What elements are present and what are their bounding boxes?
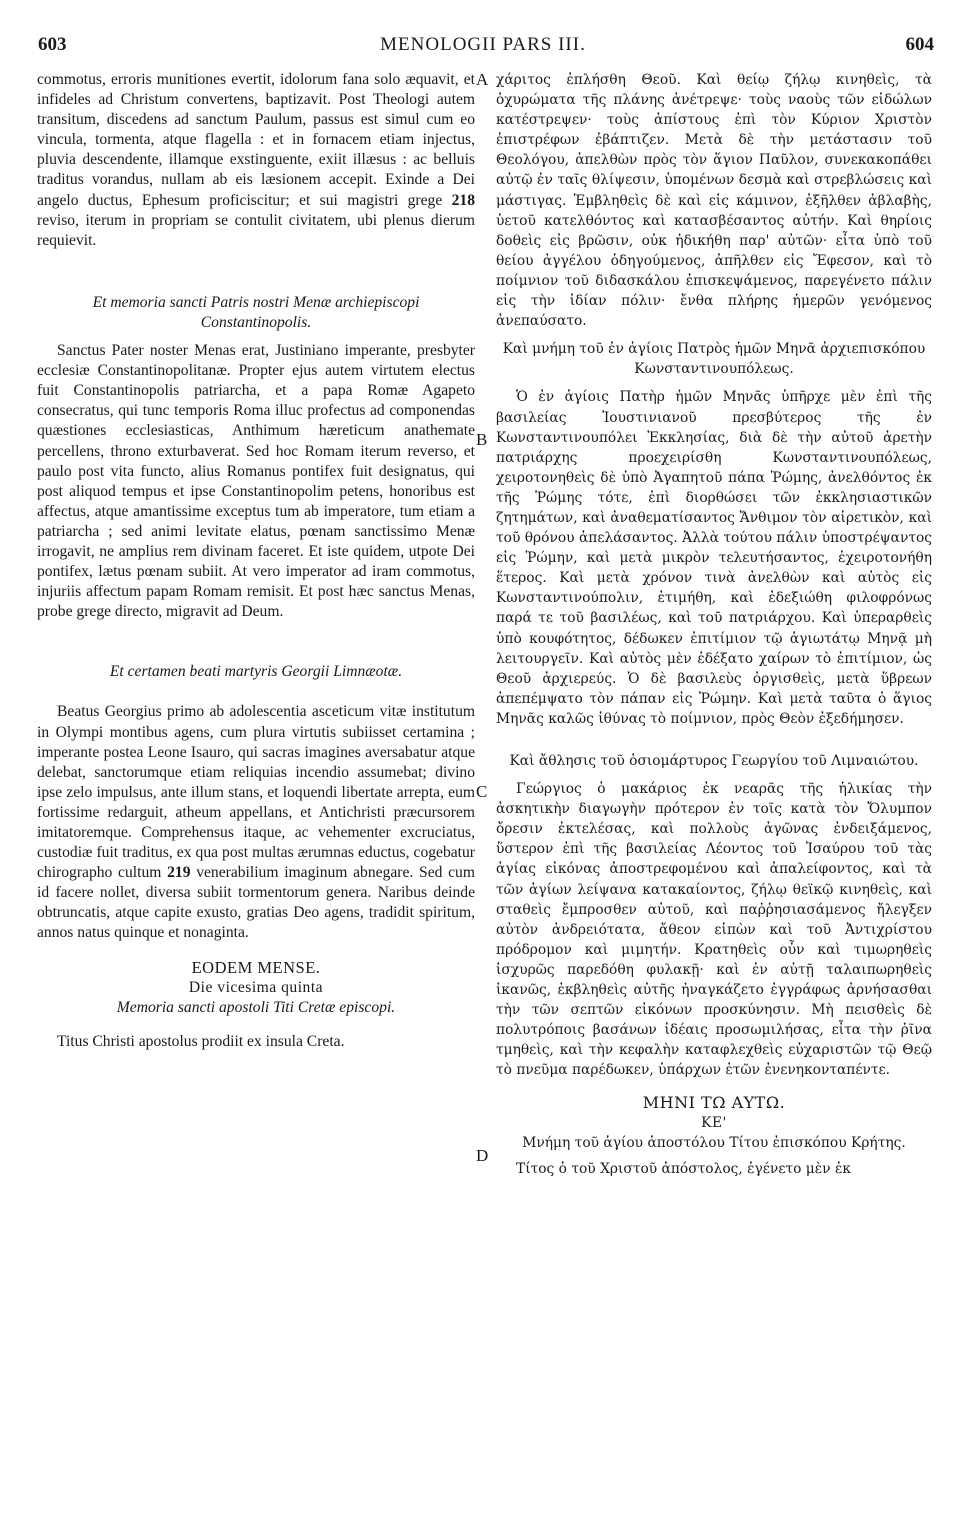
day-heading: Die vicesima quinta xyxy=(188,978,324,996)
running-title: MENOLOGII PARS III. xyxy=(380,34,586,55)
day-heading-greek: ΚΕ' xyxy=(701,1114,727,1131)
latin-column xyxy=(37,70,475,1052)
greek-column xyxy=(496,70,932,1179)
section-heading-georgius: Et certamen beati martyris Georgii Limnæotæ. xyxy=(109,663,403,681)
month-heading: EODEM MENSE. xyxy=(191,957,321,977)
latin-text: commotus, erroris munitiones evertit, idolorum fana solo æquavit, et infideles ad Christum convertens, baptizavit. Post Theologi autem transitum, discedens ad sanctum Paulum, passus est simul cum eo vincula, tormenta, atque flagella : et in fornacem etiam injectus, pluvia descendente, illamque exstinguente, exiit illæsus : ac belluis traditus vorandus, nullam ab eis læsionem accepit. Exinde a Dei angelo ductus, Ephesum proficiscitur; et sui magistri grege xyxy=(37,71,475,209)
column-number: 219 xyxy=(167,864,191,882)
latin-paragraph: Titus Christi apostolus prodiit ex insula Creta. xyxy=(57,1032,345,1050)
section-heading-menas-greek: Καὶ μνήμη τοῦ ἐν ἁγίοις Πατρὸς ἡμῶν Μηνᾶ ἀρχιεπισκόπου Κωνσταντινουπόλεως. xyxy=(502,341,926,378)
page-header xyxy=(30,34,936,60)
right-page-number: 604 xyxy=(905,34,934,55)
greek-paragraph: Γεώργιος ὁ μακάριος ἐκ νεαρᾶς τῆς ἡλικίας τὴν ἀσκητικὴν διαγωγὴν πρότερον ἐν τοῖς κατὰ τὸν Ὄλυμπον ὄρεσιν ἐκτελέσας, καὶ πολλοὺς ἀγῶνας ἐνδειξάμενος, ὕστερον ἐπὶ τῆς βασιλείας Λέοντος τοῦ Ἰσαύρου τοῦ τὰς ἁγίας εἰκόνας ἀποστρεφομένου καὶ ἀπαλείφοντος, καὶ τὰ τῶν ἁγίων λείψανα κατακαίοντος, ζήλῳ θεϊκῷ κινηθεὶς, καὶ σταθεὶς ἔμπροσθεν αὐτοῦ, καὶ παῤῥησιασάμενος ἤλεγξεν αὐτὸν ἀνδρειότατα, ἄθεον εἰπὼν καὶ τοῦ Ἀντιχρίστου πρόδρομον καὶ μιμητήν. Κρατηθεὶς οὖν καὶ τιμωρηθεὶς ἰσχυρῶς παρεδόθη φυλακῇ· καὶ ἐν αὐτῇ ταλαιπωρηθεὶς ἱκανῶς, ἐκβληθεὶς αὐτῆς ἠναγκάζετο ἐγγράφως ἀρνήσασθαι τὴν τῶν σεπτῶν εἰκόνων προσκύνησιν. Μὴ πεισθεὶς δὲ πολυτρόποις βασάνων ἰδέαις προσωμιλήσας, εἶτα τὴν ῥῖνα τμηθεὶς, καὶ τὴν κεφαλὴν καταφλεχθεὶς εὐχαριστῶν τῷ Θεῷ τὸ πνεῦμα παρέδωκεν, ὑπάρχων ἐτῶν ἐνενηκονταπέντε. xyxy=(496,781,932,1079)
margin-marker-c: C xyxy=(476,782,488,801)
greek-paragraph: Τίτος ὁ τοῦ Χριστοῦ ἀπόστολος, ἐγένετο μὲν ἐκ xyxy=(516,1160,851,1177)
margin-marker-a: A xyxy=(476,70,489,89)
section-heading-menas: Et memoria sancti Patris nostri Menæ archiepiscopi Constantinopolis. xyxy=(92,293,420,331)
latin-text: Beatus Georgius primo ab adolescentia asceticum vitæ institutum in Olympi montibus agens, cum plura virtutis subiisset certamina ; imperante postea Leone Isauro, qui sacras imagines aversabatur atque delebat, sanctorumque etiam reliquias incendio assumebat; divino ipse zelo impulsus, ante illum stans, et loquendi libertate arrepta, eum fortissime redarguit, atheum appellans, et Antichristi præcursorem imitatoremque. Comprehensus itaque, ac vehementer excruciatus, custodiæ fuit traditus, ex qua post multas ærumnas eductus, cogebatur chirographo cultum xyxy=(37,703,475,882)
margin-marker-d: D xyxy=(476,1146,489,1165)
section-heading-titus: Memoria sancti apostoli Titi Cretæ episcopi. xyxy=(116,998,396,1016)
greek-paragraph: Ὁ ἐν ἁγίοις Πατὴρ ἡμῶν Μηνᾶς ὑπῆρχε μὲν ἐπὶ τῆς βασιλείας Ἰουστινιανοῦ πρεσβύτερος τῆς ἐν Κωνσταντινουπόλει Ἐκκλησίας, διὰ δὲ τὴν αὐτοῦ ἀρετὴν πατριάρχης προεχειρίσθη Κωνσταντινουπόλεως, χειροτονηθεὶς δὲ ὑπὸ Ἀγαπητοῦ πάπα Ῥώμης, ἀνελθόντος ἐκ τῆς Ῥώμης τότε, ἐπὶ διορθώσει τῶν ἐκκλησιαστικῶν ζητημάτων, καὶ ἀναθεματίσαντος Ἄνθιμον τὸν αἱρετικὸν, καὶ τοῦ θρόνου ἀπελάσαντος. Ἀλλὰ τούτου πάλιν ὑποστρέψαντος εἰς Ῥώμην, καὶ μετὰ μικρὸν τελευτήσαντος, ἐχειροτονήθη ἕτερος. Καὶ μετὰ χρόνον τινὰ ἀνελθὼν καὶ αὐτὸς εἰς Κωνσταντινούπολιν, ἐτιμήθη, καὶ ἐδεξιώθη φιλοφρόνως παρά τε τοῦ βασιλέως, καὶ τοῦ πατριάρχου. Καὶ ὑπεραρθεὶς ὑπὸ κουφότητος, δέδωκεν ἐπιτίμιον τῷ ἁγιωτάτῳ Μηνᾷ μὴ λειτουργεῖν. Καὶ αὐτὸς μὲν ἐδέξατο χαίρων τὸ ἐπιτίμιον, ὡς Θεοῦ ἀρχιερεύς. Ὁ δὲ βασιλεὺς ὀργισθεὶς, μετὰ ὕβρεων ἀπεπέμψατο τὸν πάπαν εἰς Ῥώμην. Καὶ μετὰ ταῦτα ὁ ἅγιος Μηνᾶς καλῶς ἰθύνας τὸ ποίμνιον, πρὸς Θεὸν ἐξεδήμησεν. xyxy=(496,389,932,727)
column-number: 218 xyxy=(451,191,475,209)
margin-marker-b: B xyxy=(476,430,488,449)
latin-text: venerabilium imaginum abnegare. Sed cum id facere nollet, diversa subiit tormentorum genera. Naribus deinde obtruncatis, atque capite exusto, gratias Deo agens, tradidit spiritum, annos natus quinque et nonaginta. xyxy=(37,864,475,942)
latin-paragraph xyxy=(37,702,475,943)
section-heading-georgius-greek: Καὶ ἄθλησις τοῦ ὁσιομάρτυρος Γεωργίου τοῦ Λιμναιώτου. xyxy=(509,753,919,769)
left-page-number: 603 xyxy=(38,34,67,55)
section-heading-titus-greek: Μνήμη τοῦ ἁγίου ἀποστόλου Τίτου ἐπισκόπου Κρήτης. xyxy=(522,1134,906,1151)
latin-paragraph: Sanctus Pater noster Menas erat, Justiniano imperante, presbyter ecclesiæ Constantinopolitanæ. Propter ejus autem virtutem electus fuit Constantinopolis patriarcha, et a papa Romæ Agapeto consecratus, qui tunc temporis Roma illuc profectus ad componendas quæstiones ecclesiasticas, Anthimum hæreticum anathemate percellens, throno exturbaverat. Sed hoc Romam iterum reverso, et paulo post vita functo, alius Romanus pontifex fuit designatus, qui post aliquod tempus et ipse Constantinopolim petens, honoribus est affectus, atque amantissime exceptus tum ab imperatore, tum etiam a patriarcha ; sed animi levitate elatus, pœnam sanctissimo Menæ irrogavit, ne amplius rem divinam faceret. Et iste quidem, utpote Dei pontifex, lætus pœnam subiit. At vero imperator ad iram commotus, injuriis affectum papam Romam remisit. Et post hæc sanctus Menas, probe grege directo, migravit ad Deum. xyxy=(37,342,475,621)
month-heading-greek: ΜΗΝΙ ΤΩ ΑΥΤΩ. xyxy=(642,1092,786,1112)
latin-paragraph xyxy=(37,70,475,251)
latin-text: reviso, iterum in propriam se contulit civitatem, ubi plenus dierum requievit. xyxy=(37,211,475,249)
greek-paragraph: χάριτος ἐπλήσθη Θεοῦ. Καὶ θείῳ ζήλῳ κινηθεὶς, τὰ ὀχυρώματα τῆς πλάνης ἀνέτρεψε· τοὺς ναοὺς τῶν εἰδώλων κατέστρεψεν· τοὺς ἀπίστους ἐπὶ τὸν Κύριον Χριστὸν ἐπιστρέφων ἐβάπτιζεν. Μετὰ δὲ τὴν μετάστασιν τοῦ Θεολόγου, ἀπελθὼν πρὸς τὸν ἅγιον Παῦλον, συνεκακοπάθει αὐτῷ ἐν ταῖς θλίψεσιν, ὑπομένων δεσμὰ καὶ στρεβλώσεις καὶ μάστιγας. Ἐμβληθεὶς δὲ καὶ εἰς κάμινον, ἐξῆλθεν ἀβλαβὴς, ὑετοῦ κατελθόντος καὶ κατασβέσαντος αὐτήν. Καὶ θηρίοις δοθεὶς εἰς βρῶσιν, οὐκ ἠδικήθη παρ' αὐτῶν· εἶτα ὑπὸ τοῦ θείου ἀγγέλου ὁδηγούμενος, ἀπῆλθεν εἰς Ἔφεσον, καὶ τὸ ποίμνιον τοῦ διδασκάλου ἐπισκεψάμενος, παρεγένετο πάλιν εἰς τὴν ἰδίαν πόλιν· ἔνθα πλήρης ἡμερῶν γενόμενος ἀνεπαύσατο. xyxy=(496,72,932,330)
